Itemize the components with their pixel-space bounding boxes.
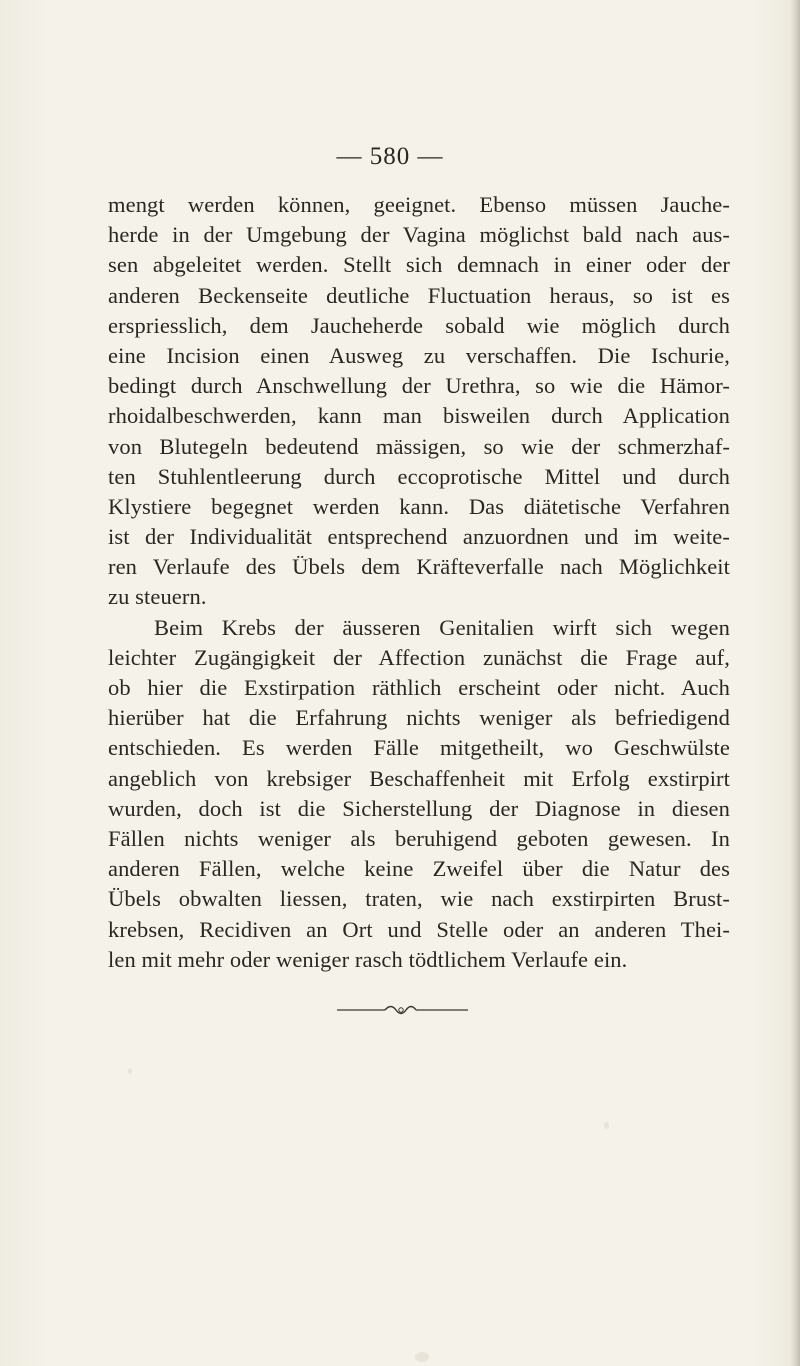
text-line: anderen Fällen, welche keine Zweifel über die Natur des	[108, 856, 730, 882]
text-line: eine Incision einen Ausweg zu verschaffen. Die Ischurie,	[108, 342, 730, 368]
body-text	[108, 190, 730, 975]
text-line: von Blutegeln bedeutend mässigen, so wie der schmerzhaf-	[108, 433, 730, 459]
text-line: ten Stuhlentleerung durch eccoprotische Mittel und durch	[108, 463, 730, 489]
text-line: ist der Individualität entsprechend anzuordnen und im weite-	[108, 524, 730, 550]
paper-speck	[128, 1068, 132, 1074]
text-line: herde in der Umgebung der Vagina möglichst bald nach aus-	[108, 222, 730, 248]
text-line: angeblich von krebsiger Beschaffenheit mit Erfolg exstirpirt	[108, 765, 730, 791]
text-line: entschieden. Es werden Fälle mitgetheilt, wo Geschwülste	[108, 735, 730, 761]
text-line: len mit mehr oder weniger rasch tödtlichem Verlaufe ein.	[108, 946, 628, 972]
paper-speck	[604, 1122, 609, 1129]
text-line: Klystiere begegnet werden kann. Das diätetische Verfahren	[108, 493, 730, 519]
text-line: ob hier die Exstirpation räthlich erscheint oder nicht. Auch	[108, 675, 730, 700]
text-line: Übels obwalten liessen, traten, wie nach exstirpirten Brust-	[108, 886, 730, 912]
text-line: sen abgeleitet werden. Stellt sich demnach in einer oder der	[108, 252, 730, 278]
text-line: ren Verlaufe des Übels dem Kräfteverfalle nach Möglichkeit	[108, 554, 730, 580]
text-line: wurden, doch ist die Sicherstellung der Diagnose in diesen	[108, 795, 730, 821]
text-line: bedingt durch Anschwellung der Urethra, so wie die Hämor-	[108, 373, 730, 399]
text-line: zu steuern.	[108, 584, 207, 610]
text-line: anderen Beckenseite deutliche Fluctuation heraus, so ist es	[108, 282, 730, 308]
text-line: Fällen nichts weniger als beruhigend geboten gewesen. In	[108, 825, 730, 851]
paper-speck	[600, 770, 603, 774]
end-ornament-icon	[335, 1000, 470, 1020]
text-line: mengt werden können, geeignet. Ebenso müssen Jauche-	[108, 192, 730, 217]
page-edge-shadow	[790, 0, 800, 1366]
text-line: Beim Krebs der äusseren Genitalien wirft sich wegen	[154, 614, 730, 640]
paragraph-1	[108, 190, 730, 613]
paper-speck	[415, 1352, 429, 1362]
text-line: leichter Zugängigkeit der Affection zunächst die Frage auf,	[108, 644, 730, 670]
paragraph-2	[108, 613, 730, 975]
text-line: rhoidalbeschwerden, kann man bisweilen durch Application	[108, 403, 730, 429]
text-line: hierüber hat die Erfahrung nichts weniger als befriedigend	[108, 705, 730, 731]
page-number: — 580 —	[336, 143, 444, 170]
text-line: erspriesslich, dem Jaucheherde sobald wie möglich durch	[108, 312, 730, 338]
text-line: krebsen, Recidiven an Ort und Stelle oder an anderen Thei-	[108, 916, 730, 942]
